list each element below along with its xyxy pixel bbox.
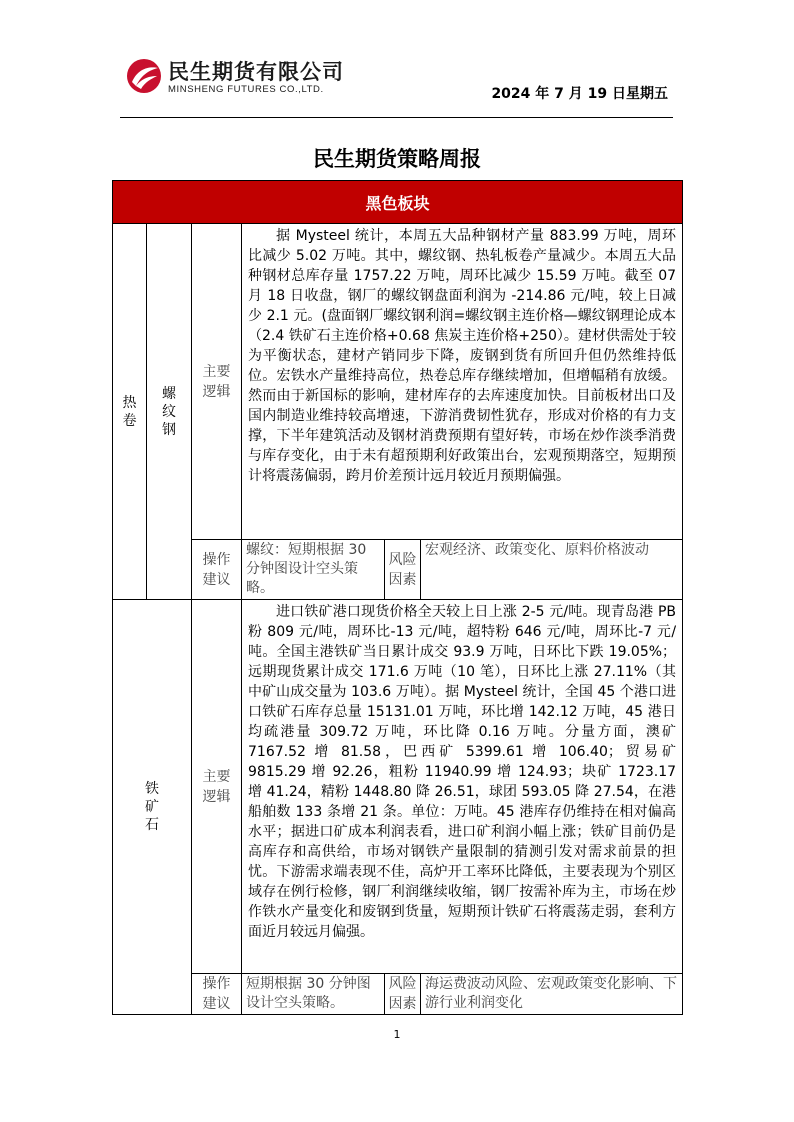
category-label: 铁矿石 [145, 781, 159, 833]
risk-label-cell [385, 974, 421, 1015]
section-row-iron-ore-operation [113, 974, 683, 1015]
category-cell [113, 600, 192, 1015]
risk-text: 宏观经济、政策变化、原料价格波动 [421, 540, 683, 600]
minsheng-logo-icon [126, 58, 162, 94]
product-label: 螺纹钢 [162, 385, 176, 438]
company-name-en: MINSHENG FUTURES CO.,LTD. [168, 84, 324, 95]
sector-name: 黑色板块 [113, 181, 683, 224]
section-row-iron-ore-logic [113, 600, 683, 974]
operation-label-cell [192, 974, 242, 1015]
risk-label: 风险因素 [388, 551, 417, 588]
page-number: 1 [393, 1028, 401, 1041]
category-label: 热卷 [122, 394, 137, 429]
logic-label-cell [192, 600, 242, 974]
category-cell [113, 224, 147, 600]
company-name-cn: 民生期货有限公司 [168, 60, 344, 84]
report-title: 民生期货策略周报 [313, 147, 481, 171]
operation-label: 操作建议 [202, 551, 231, 588]
risk-label-cell [385, 540, 421, 600]
logic-text-cell [242, 224, 683, 540]
sector-header-row [113, 181, 683, 224]
logic-text: 进口铁矿港口现货价格全天较上日上涨 2-5 元/吨。现青岛港 PB 粉 809 元/吨，周环比-13 元/吨，超特粉 646 元/吨，周环比-7 元/吨。全国主港铁矿当日累计成交 93.9 万吨，日环比下跌 19.05%；远期现货累计成交 171.6 万吨（10 笔），日环比上涨 27.11%（其中矿山成交量为 103.6 万吨）。据 Mysteel 统计，全国 45 个港口进口铁矿石库存总量 15131.01 万吨，环比增 142.12 万吨，45 港日均疏港量 309.72 万吨，环比降 0.16 万吨。分量方面，澳矿 7167.52 增 81.58，巴西矿 5399.61 增 106.40；贸易矿 9815.29 增 92.26，粗粉 11940.99 增 124.93；块矿 1723.17 增 41.24，精粉 1448.80 降 26.51，球团 593.05 降 27.54，在港船舶数 133 条增 21 条。单位：万吨。45 港库存仍维持在相对偏高水平；据进口矿成本利润表看，进口矿利润小幅上涨；铁矿目前仍是高库存和高供给，市场对钢铁产量限制的猜测引发对需求前景的担忧。下游需求端表现不佳，高炉开工率环比降低，主要表现为个别区域存在例行检修，钢厂利润继续收缩，钢厂按需补库为主，市场在炒作铁水产量变化和废钢到货量，短期预计铁矿石将震荡走弱，套利方面近月较远月偏强。 [248, 604, 677, 940]
section-row-rebar-operation [113, 540, 683, 600]
header-divider [120, 117, 673, 118]
logic-label: 主要逻辑 [202, 363, 231, 400]
product-cell [147, 224, 192, 600]
logic-label: 主要逻辑 [202, 768, 231, 805]
operation-text: 螺纹：短期根据 30 分钟图设计空头策略。 [242, 540, 385, 600]
logic-label-cell [192, 224, 242, 540]
strategy-table [112, 180, 683, 1015]
risk-text: 海运费波动风险、宏观政策变化影响、下游行业利润变化 [421, 974, 683, 1015]
operation-label: 操作建议 [202, 976, 231, 1012]
operation-text: 短期根据 30 分钟图设计空头策略。 [242, 974, 385, 1015]
risk-label: 风险因素 [388, 976, 417, 1012]
operation-label-cell [192, 540, 242, 600]
logic-text-cell [242, 600, 683, 974]
company-logo [126, 56, 366, 100]
section-row-rebar-logic [113, 224, 683, 540]
logic-text: 据 Mysteel 统计，本周五大品种钢材产量 883.99 万吨，周环比减少 5.02 万吨。其中，螺纹钢、热轧板卷产量减少。本周五大品种钢材总库存量 1757.22 万吨，周环比减少 15.59 万吨。截至 07 月 18 日收盘，钢厂的螺纹钢盘面利润为 -214.86 元/吨，较上日减少 2.1 元。(盘面钢厂螺纹钢利润=螺纹钢主连价格—螺纹钢理论成本（2.4 铁矿石主连价格+0.68 焦炭主连价格+250）。建材供需处于较为平衡状态，建材产销同步下降，废钢到货有所回升但仍然维持低位。宏铁水产量维持高位，热卷总库存继续增加，但增幅稍有放缓。然而由于新国标的影响，建材库存的去库速度加快。目前板材出口及国内制造业维持较高增速，下游消费韧性犹存，形成对价格的有力支撑，下半年建筑活动及钢材消费预期有望好转，市场在炒作淡季消费与库存变化，由于未有超预期利好政策出台，宏观预期落空，短期预计将震荡偏弱，跨月价差预计远月较近月预期偏强。 [248, 228, 677, 484]
report-date: 2024 年 7 月 19 日星期五 [491, 86, 668, 102]
